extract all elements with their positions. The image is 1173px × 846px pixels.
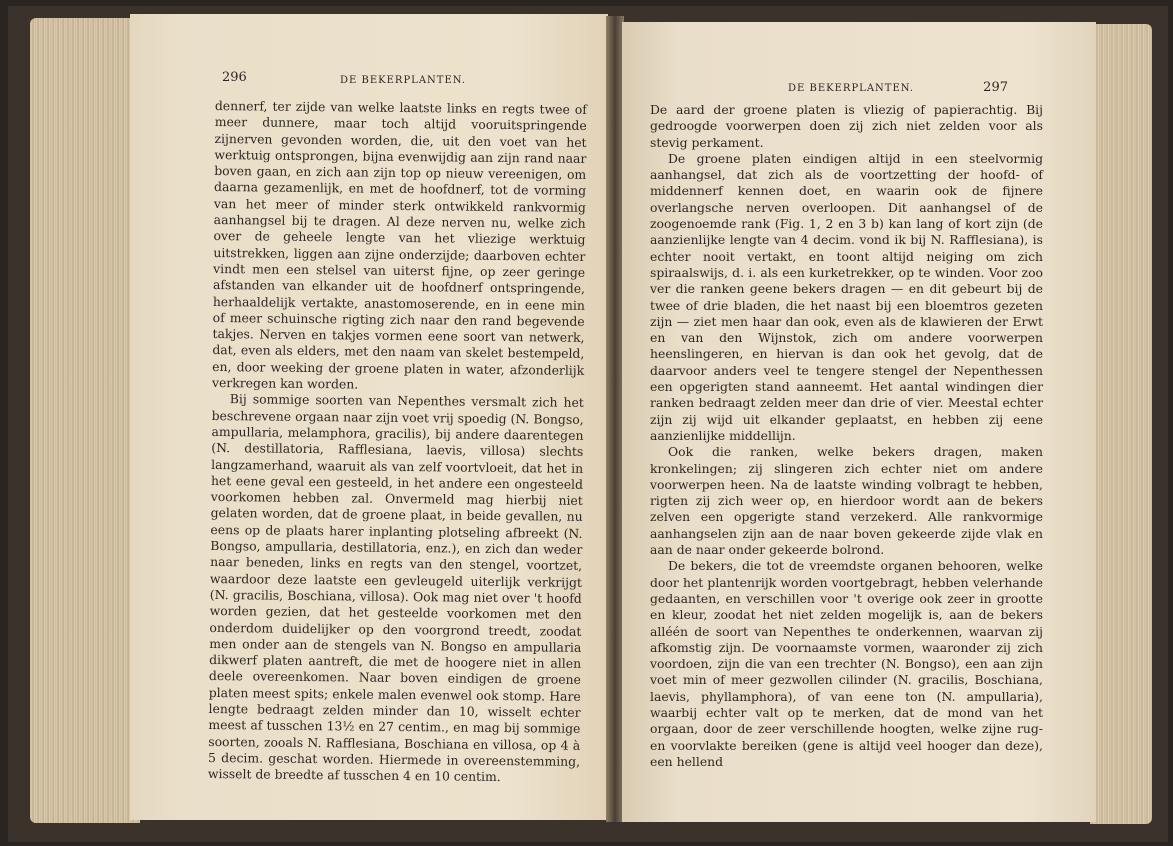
paragraph: Ook die ranken, welke bekers dragen, maken kronkelingen; zij slingeren zich echter niet om andere voorwerpen heen. Na de laatste winding volbragt te hebben, rigten zij zich weer op, en hierdoor wordt aan de bekers zelven een opgerigte stand verzekerd. Alle rankvormige aanhangselen zijn aan de naar boven gekeerde zijde vlak en aan de naar onder gekeerde bolrond. xyxy=(650,444,1043,558)
page-number: 297 xyxy=(983,80,1008,95)
right-page xyxy=(622,22,1096,822)
paragraph: De aard der groene platen is vliezig of papierachtig. Bij gedroogde voorwerpen doen zij zich niet zelden voor als stevig perkament. xyxy=(650,102,1043,150)
running-head: DE BEKERPLANTEN. xyxy=(340,75,467,86)
left-page-header xyxy=(130,72,608,92)
body-text xyxy=(208,98,587,786)
left-page xyxy=(130,14,608,820)
page-number: 296 xyxy=(222,70,247,85)
paragraph: De groene platen eindigen altijd in een steelvormig aanhangsel, dat zich als de voortzetting der hoofd- of middennerf kennen doet, en waarin ook de fijnere overlangsche nerven overloopen. Dit aanhangsel of de zoogenoemde rank (Fig. 1, 2 en 3 b) kan lang of kort zijn (de aanzienlijke lengte van 4 decim. vond ik bij N. Rafflesiana), is echter nooit vertakt, en toont altijd neiging om zich spiraalswijs, d. i. als een kurketrekker, op te winden. Voor zoo ver die ranken geene bekers dragen — en dit gebeurt bij de twee of drie bladen, die het naast bij een bloemtros gezeten zijn — ziet men haar dan ook, even als de klawieren der Erwt en van den Wijnstok, zich om andere voorwerpen heenslingeren, en hiervan is dan ook het gevolg, dat de daarvoor anders veel te tengere stengel der Nepenthessen een opgerigten stand aanneemt. Het aantal windingen dier ranken bedraagt zelden meer dan drie of vier. Meestal echter zijn zij wijd uit elkander geplaatst, en hebben zij eene aanzienlijke middellijn. xyxy=(650,150,1043,443)
paragraph: De bekers, die tot de vreemdste organen behooren, welke door het plantenrijk worden voortgebragt, hebben velerhande gedaanten, en verschillen voor 't overige ook zeer in grootte en kleur, zoodat het niet zelden mogelijk is, aan de bekers alléén de soort van Nepenthes te onderkennen, waarvan zij afkomstig zijn. De voornaamste vormen, waaronder zij zich voordoen, zijn die van een trechter (N. Bongso), een aan zijn voet min of meer gezwollen cilinder (N. gracilis, Boschiana, laevis, phyllamphora), of van eene ton (N. ampullaria), waarbij echter valt op te merken, dat de mond van het orgaan, door de zeer verschillende hoogten, welke zijne rug- en voorvlakte bereiken (gene is altijd veel hooger dan deze), een hellend xyxy=(650,558,1043,769)
paragraph: dennerf, ter zijde van welke laatste links en regts twee of meer dunnere, maar toch altijd vooruitspringende zijnerven gevonden worden, die, uit den voet van het werktuig ontsprongen, bijna evenwijdig aan zijn rand naar boven gaan, en zich aan zijn top op nieuw vereenigen, om daarna gezamenlijk, en met de hoofdnerf, tot de vorming van het meer of minder sterk ontwikkeld rankvormig aanhangsel bij te dragen. Al deze nerven nu, welke zich over de geheele lengte van het vliezige werktuig uitstrekken, liggen aan zijne onderzijde; daarboven echter vindt men een stelsel van uiterst fijne, op zeer geringe afstanden van elkander uit de hoofdnerf ontspringende, herhaaldelijk vertakte, anastomoserende, en in eene min of meer schuinsche rigting zich naar den rand begevende takjes. Nerven en takjes vormen eene soort van netwerk, dat, even als elders, met den naam van skelet bestempeld, en, door weeking der groene platen in water, afzonderlijk verkregen kan worden. xyxy=(211,98,587,392)
running-head: DE BEKERPLANTEN. xyxy=(788,83,915,94)
right-page-edges xyxy=(1090,24,1152,824)
left-page-edges xyxy=(30,18,140,823)
paragraph: Bij sommige soorten van Nepenthes versmalt zich het beschrevene orgaan naar zijn voet vrij spoedig (N. Bongso, ampullaria, melamphora, gracilis), bij andere daarentegen (N. destillatoria, Rafflesiana, laevis, villosa) slechts langzamerhand, waaruit als van zelf voortvloeit, dat het in het eene geval een gesteeld, in het andere een ongesteeld voorkomen hebben zal. Onvermeld mag hierbij niet gelaten worden, dat de groene plaat, in beide gevallen, nu eens op de plaats harer inplanting plotseling afbreekt (N. Bongso, ampullaria, destillatoria, enz.), en zich dan weder naar beneden, links en regts van den stengel, voortzet, waardoor deze laatste een gevleugeld uiterlijk verkrijgt (N. gracilis, Boschiana, villosa). Ook mag niet over 't hoofd worden gezien, dat het gesteelde voorkomen met den onderdom duidelijker op den voorgrond treedt, zoodat men onder aan de stengels van N. Bongso en ampullaria dikwerf platen aantreft, die met de hoogere niet in allen deele overeenkomen. Naar boven eindigen de groene platen meest spits; enkele malen evenwel ook stomp. Hare lengte bedraagt zelden minder dan 10, wisselt echter meest af tusschen 13½ en 27 centim., en mag bij sommige soorten, zooals N. Rafflesiana, Boschiana en villosa, op 4 à 5 decim. geschat worden. Hiermede in overeenstemming, wisselt de breedte af tusschen 4 en 10 centim. xyxy=(207,391,584,785)
body-text xyxy=(650,102,1043,770)
right-page-header xyxy=(622,80,1096,100)
